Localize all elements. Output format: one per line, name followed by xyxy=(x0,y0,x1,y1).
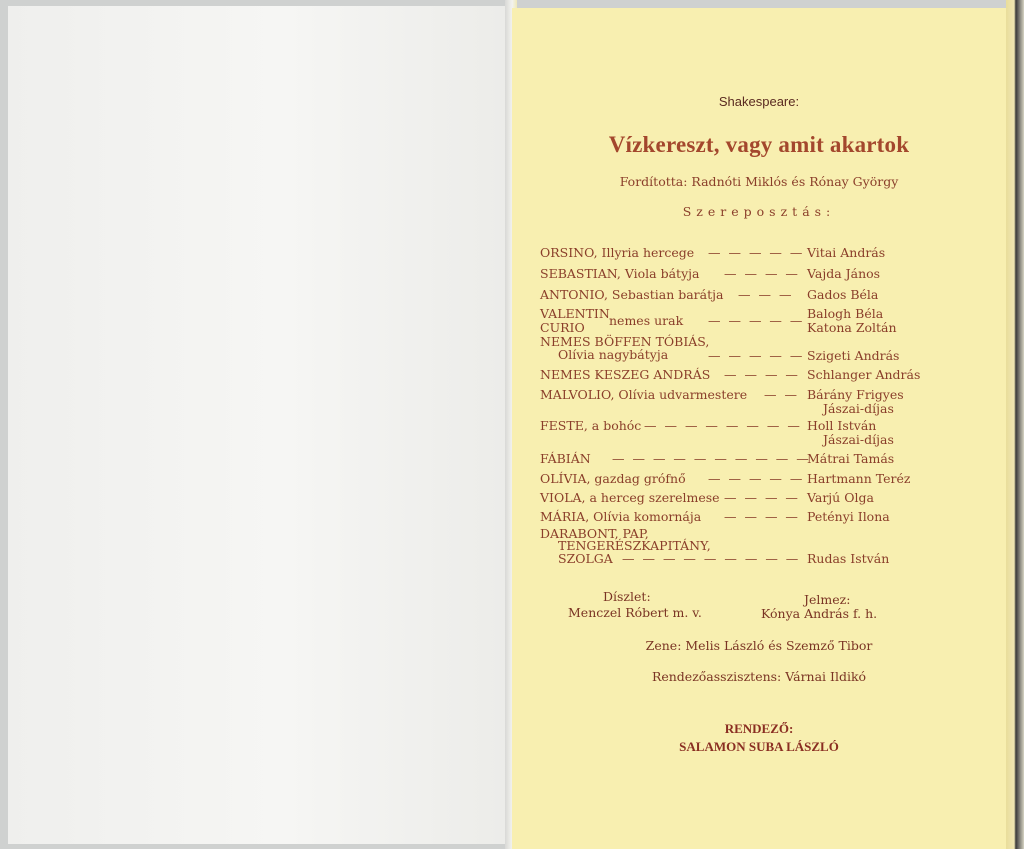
music-credit: Zene: Melis László és Szemző Tibor xyxy=(645,638,873,653)
dash-leader: — — — — xyxy=(724,367,800,382)
translators: Fordította: Radnóti Miklós és Rónay György xyxy=(619,174,899,189)
dash-leader: — — — — — xyxy=(708,245,805,260)
actor: Vitai András xyxy=(807,245,886,260)
actor: Szigeti András xyxy=(807,348,900,363)
cast-row xyxy=(512,418,1006,450)
director-name: SALAMON SUBA LÁSZLÓ xyxy=(679,739,839,754)
award: Jászai-díjas xyxy=(823,432,894,447)
dash-leader: — — — — xyxy=(724,266,800,281)
role: ORSINO, Illyria hercege xyxy=(540,245,695,260)
set-label: Díszlet: xyxy=(603,589,651,604)
actor: Katona Zoltán xyxy=(807,320,897,335)
role: VIOLA, a herceg szerelmese xyxy=(540,490,720,505)
dash-leader: — — — xyxy=(738,287,794,302)
dash-leader: — — — — — — — — — xyxy=(622,551,801,566)
role: Olívia nagybátyja xyxy=(558,347,669,362)
award: Jászai-díjas xyxy=(823,401,894,416)
actor: Petényi Ilona xyxy=(807,509,890,524)
dash-leader: — — — — xyxy=(724,509,800,524)
role: FÁBIÁN xyxy=(540,451,591,466)
actor: Balogh Béla xyxy=(807,306,884,321)
actor: Mátrai Tamás xyxy=(807,451,895,466)
cast-row xyxy=(512,490,1006,506)
director-label: RENDEZŐ: xyxy=(724,721,794,736)
actor: Rudas István xyxy=(807,551,890,566)
role: ANTONIO, Sebastian barátja xyxy=(540,287,724,302)
role: SEBASTIAN, Viola bátyja xyxy=(540,266,700,281)
program-page xyxy=(512,8,1006,849)
assistant-director: Rendezőasszisztens: Várnai Ildikó xyxy=(651,669,867,684)
actor: Vajda János xyxy=(807,266,881,281)
cast-row xyxy=(512,526,1006,572)
dash-leader: — — xyxy=(764,387,799,402)
role: NEMES BÖFFEN TÓBIÁS, xyxy=(540,334,710,349)
role: SZOLGA xyxy=(558,551,613,566)
role-group: nemes urak xyxy=(609,313,684,328)
cast-row xyxy=(512,287,1006,303)
actor: Schlanger András xyxy=(807,367,921,382)
cast-row xyxy=(512,451,1006,467)
role: MÁRIA, Olívia komornája xyxy=(540,509,702,524)
cast-heading: Szereposztás: xyxy=(682,204,836,219)
cast-row xyxy=(512,266,1006,282)
dash-leader: — — — — — — — — xyxy=(644,418,802,433)
role: OLÍVIA, gazdag grófnő xyxy=(540,471,686,486)
cast-row xyxy=(512,509,1006,525)
actor: Bárány Frigyes xyxy=(807,387,904,402)
role: DARABONT, PAP, xyxy=(540,526,649,541)
dash-leader: — — — — — xyxy=(708,348,805,363)
dash-leader: — — — — xyxy=(724,490,800,505)
role: MALVOLIO, Olívia udvarmestere xyxy=(540,387,748,402)
costume-label: Jelmez: xyxy=(804,592,851,607)
dash-leader: — — — — — — — — — — xyxy=(612,451,811,466)
role: TENGERÉSZKAPITÁNY, xyxy=(558,538,711,553)
cast-row xyxy=(512,367,1006,383)
role: NEMES KESZEG ANDRÁS xyxy=(540,367,711,382)
dash-leader: — — — — — xyxy=(708,471,805,486)
set-designer: Menczel Róbert m. v. xyxy=(568,605,702,620)
left-page-blank xyxy=(8,6,508,844)
actor: Varjú Olga xyxy=(807,490,874,505)
cast-row xyxy=(512,245,1006,261)
actor: Gados Béla xyxy=(807,287,879,302)
cast-row xyxy=(512,471,1006,487)
role: CURIO xyxy=(540,320,585,335)
page-edge xyxy=(1006,0,1024,849)
author: Shakespeare: xyxy=(718,94,800,109)
dash-leader: — — — — — xyxy=(708,313,805,328)
play-title: Vízkereszt, vagy amit akartok xyxy=(608,132,910,157)
role: VALENTIN xyxy=(540,306,610,321)
actor: Hartmann Teréz xyxy=(807,471,911,486)
costume-designer: Kónya András f. h. xyxy=(761,606,878,621)
cast-row xyxy=(512,387,1006,419)
role: FESTE, a bohóc xyxy=(540,418,642,433)
cast-row xyxy=(512,334,1006,366)
actor: Holl István xyxy=(807,418,877,433)
